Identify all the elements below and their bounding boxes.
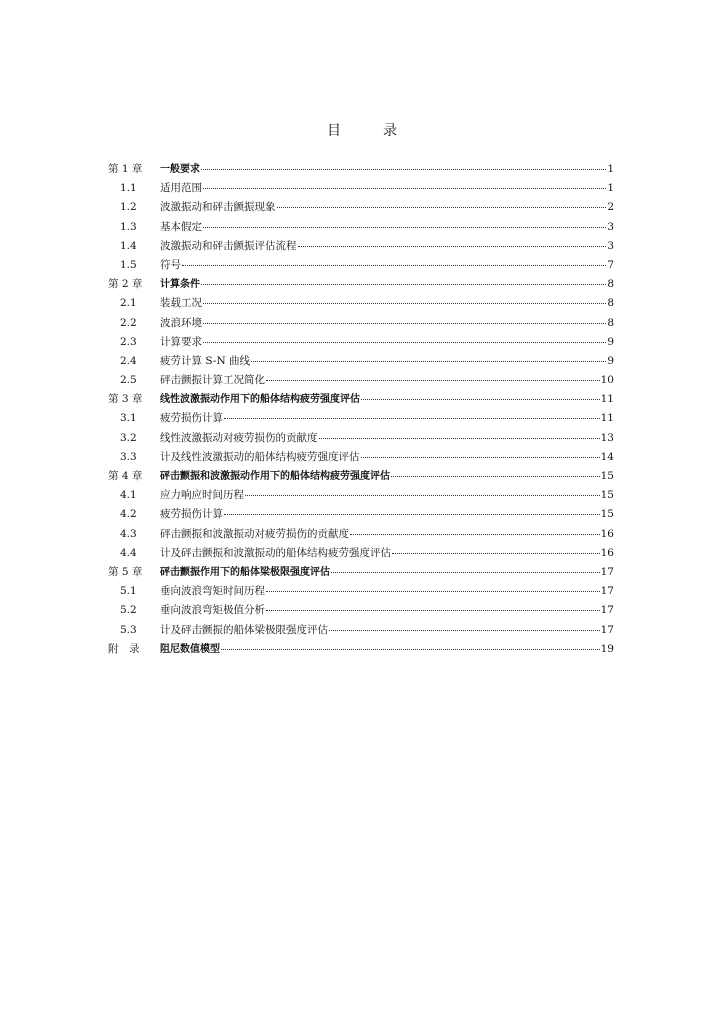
- toc-chapter-entry[interactable]: [108, 640, 614, 659]
- toc-entry-page-number: 2: [607, 201, 614, 214]
- toc-entry-title: 应力响应时间历程: [160, 489, 244, 502]
- toc-entry-number: 4.3: [120, 527, 137, 540]
- toc-entry-title: 疲劳损伤计算: [160, 508, 223, 521]
- toc-entry-number: 1.1: [120, 182, 137, 195]
- toc-entry-title: 装载工况: [160, 297, 202, 310]
- dot-leader: [361, 448, 600, 460]
- toc-entry-title: 阻尼数值模型: [160, 643, 220, 655]
- dot-leader: [266, 601, 600, 613]
- toc-entry-page-number: 10: [600, 374, 614, 387]
- toc-section-entry[interactable]: [108, 333, 614, 352]
- toc-section-entry[interactable]: [108, 582, 614, 601]
- dot-leader: [361, 390, 600, 402]
- toc-entry-title: 计及砰击颤振的船体梁极限强度评估: [160, 623, 328, 636]
- toc-entry-number: 4.4: [120, 546, 137, 559]
- toc-section-entry[interactable]: [108, 371, 614, 390]
- dot-leader: [203, 294, 606, 306]
- toc-section-entry[interactable]: [108, 601, 614, 620]
- toc-entry-number: 第 2 章: [108, 278, 143, 291]
- toc-entry-title: 垂向波浪弯矩时间历程: [160, 585, 265, 598]
- toc-entry-number: 3.2: [120, 431, 137, 444]
- toc-section-entry[interactable]: [108, 525, 614, 544]
- toc-entry-number: 1.4: [120, 239, 137, 252]
- toc-chapter-entry[interactable]: [108, 160, 614, 179]
- dot-leader: [224, 409, 600, 421]
- toc-entry-number: 5.1: [120, 585, 137, 598]
- dot-leader: [224, 505, 600, 517]
- dot-leader: [298, 237, 607, 249]
- toc-entry-page-number: 17: [600, 623, 614, 636]
- dot-leader: [203, 218, 606, 230]
- toc-chapter-entry[interactable]: [108, 275, 614, 294]
- toc-entry-page-number: 1: [607, 182, 614, 195]
- toc-entry-number: 5.3: [120, 623, 137, 636]
- toc-entry-number: 4.1: [120, 489, 137, 502]
- toc-entry-page-number: 7: [607, 258, 614, 271]
- toc-entry-number: 2.5: [120, 374, 137, 387]
- toc-section-entry[interactable]: [108, 198, 614, 217]
- toc-entry-page-number: 14: [600, 450, 614, 463]
- toc-entry-page-number: 3: [607, 220, 614, 233]
- toc-section-entry[interactable]: [108, 314, 614, 333]
- toc-chapter-entry[interactable]: [108, 467, 614, 486]
- toc-section-entry[interactable]: [108, 352, 614, 371]
- dot-leader: [221, 640, 600, 652]
- dot-leader: [182, 256, 606, 268]
- toc-entry-title: 垂向波浪弯矩极值分析: [160, 604, 265, 617]
- toc-entry-page-number: 11: [600, 393, 614, 406]
- dot-leader: [329, 621, 600, 633]
- toc-entry-title: 计及线性波激振动的船体结构疲劳强度评估: [160, 450, 360, 463]
- toc-entry-number: 第 3 章: [108, 393, 143, 406]
- toc-entry-title: 波激振动和砰击颤振现象: [160, 201, 276, 214]
- toc-entry-number: 3.3: [120, 450, 137, 463]
- toc-entry-page-number: 8: [607, 316, 614, 329]
- dot-leader: [201, 160, 606, 172]
- dot-leader: [203, 179, 606, 191]
- toc-section-entry[interactable]: [108, 448, 614, 467]
- toc-section-entry[interactable]: [108, 294, 614, 313]
- toc-entry-title: 基本假定: [160, 220, 202, 233]
- dot-leader: [251, 352, 606, 364]
- dot-leader: [203, 314, 606, 326]
- toc-entry-title: 线性波激振动作用下的船体结构疲劳强度评估: [160, 394, 360, 406]
- toc-entry-title: 计算要求: [160, 335, 202, 348]
- toc-entry-number: 1.5: [120, 258, 137, 271]
- toc-section-entry[interactable]: [108, 409, 614, 428]
- toc-entry-title: 疲劳损伤计算: [160, 412, 223, 425]
- toc-entry-title: 疲劳计算 S-N 曲线: [160, 354, 250, 367]
- toc-entry-page-number: 15: [600, 489, 614, 502]
- toc-entry-title: 波激振动和砰击颤振评估流程: [160, 239, 297, 252]
- dot-leader: [350, 525, 600, 537]
- toc-section-entry[interactable]: [108, 621, 614, 640]
- toc-entry-title: 线性波激振动对疲劳损伤的贡献度: [160, 431, 318, 444]
- table-of-contents: [108, 160, 614, 659]
- toc-entry-page-number: 13: [600, 431, 614, 444]
- toc-entry-title: 符号: [160, 258, 181, 271]
- toc-entry-title: 砰击颤振作用下的船体梁极限强度评估: [160, 566, 330, 578]
- dot-leader: [201, 275, 606, 287]
- toc-section-entry[interactable]: [108, 179, 614, 198]
- toc-entry-title: 一般要求: [160, 164, 200, 175]
- toc-entry-page-number: 8: [607, 278, 614, 291]
- toc-entry-title: 砰击颤振和波激振动对疲劳损伤的贡献度: [160, 527, 349, 540]
- toc-chapter-entry[interactable]: [108, 390, 614, 409]
- toc-entry-page-number: 9: [607, 354, 614, 367]
- dot-leader: [391, 467, 600, 479]
- toc-entry-title: 波浪环境: [160, 316, 202, 329]
- toc-section-entry[interactable]: [108, 486, 614, 505]
- toc-entry-page-number: 8: [607, 297, 614, 310]
- dot-leader: [331, 563, 600, 575]
- toc-section-entry[interactable]: [108, 505, 614, 524]
- toc-entry-title: 砰击颤振和波激振动作用下的船体结构疲劳强度评估: [160, 471, 390, 482]
- toc-entry-number: 2.2: [120, 316, 137, 329]
- toc-entry-number: 4.2: [120, 508, 137, 521]
- toc-entry-page-number: 9: [607, 335, 614, 348]
- toc-entry-title: 计算条件: [160, 279, 200, 291]
- dot-leader: [266, 582, 600, 594]
- toc-section-entry[interactable]: [108, 256, 614, 275]
- toc-entry-page-number: 15: [600, 470, 614, 482]
- toc-entry-number: 第 1 章: [108, 163, 143, 175]
- toc-section-entry[interactable]: [108, 237, 614, 256]
- toc-entry-title: 计及砰击颤振和波激振动的船体结构疲劳强度评估: [160, 546, 391, 559]
- dot-leader: [277, 198, 607, 210]
- toc-section-entry[interactable]: [108, 429, 614, 448]
- toc-section-entry[interactable]: [108, 544, 614, 563]
- toc-entry-page-number: 15: [600, 508, 614, 521]
- toc-entry-title: 砰击颤振计算工况简化: [160, 374, 265, 387]
- toc-entry-number: 附 录: [108, 642, 140, 655]
- toc-title: 目 录: [327, 123, 411, 139]
- toc-entry-number: 3.1: [120, 412, 137, 425]
- dot-leader: [203, 333, 606, 345]
- toc-entry-number: 2.1: [120, 297, 137, 310]
- toc-entry-page-number: 17: [600, 585, 614, 598]
- toc-entry-page-number: 16: [600, 546, 614, 559]
- toc-entry-page-number: 17: [600, 604, 614, 617]
- dot-leader: [392, 544, 600, 556]
- dot-leader: [319, 429, 600, 441]
- toc-entry-title: 适用范围: [160, 182, 202, 195]
- toc-entry-number: 2.3: [120, 335, 137, 348]
- toc-entry-page-number: 19: [600, 642, 614, 655]
- toc-entry-page-number: 3: [607, 239, 614, 252]
- toc-entry-number: 1.2: [120, 201, 137, 214]
- toc-entry-number: 1.3: [120, 220, 137, 233]
- toc-entry-page-number: 1: [607, 163, 614, 175]
- dot-leader: [245, 486, 600, 498]
- toc-entry-number: 第 5 章: [108, 565, 143, 578]
- toc-section-entry[interactable]: [108, 218, 614, 237]
- toc-chapter-entry[interactable]: [108, 563, 614, 582]
- toc-entry-number: 第 4 章: [108, 470, 143, 482]
- toc-entry-page-number: 11: [600, 412, 614, 425]
- dot-leader: [266, 371, 600, 383]
- toc-entry-number: 2.4: [120, 354, 137, 367]
- toc-entry-page-number: 16: [600, 527, 614, 540]
- toc-entry-page-number: 17: [600, 565, 614, 578]
- toc-entry-number: 5.2: [120, 604, 137, 617]
